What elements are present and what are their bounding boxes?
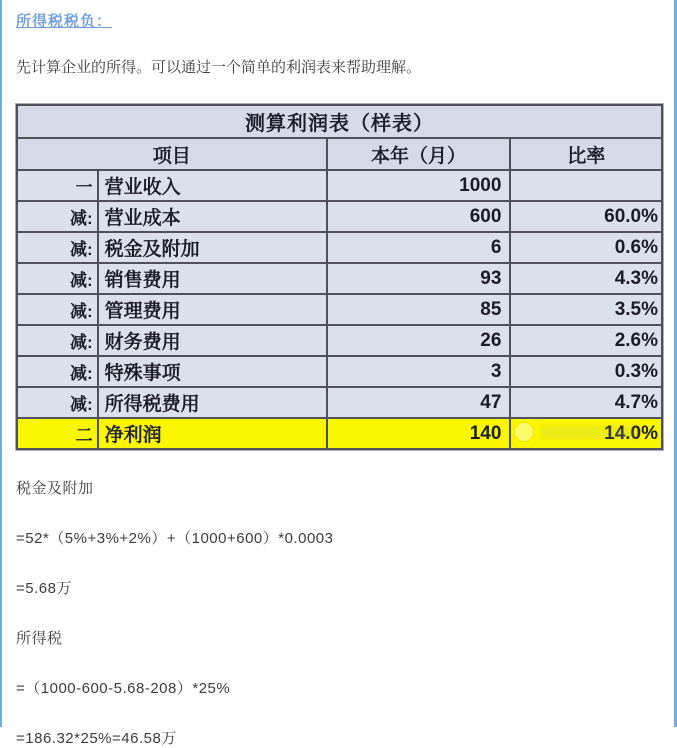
note-line: =（1000-600-5.68-208）*25% [16, 680, 231, 697]
cell-amount: 600 [327, 201, 511, 232]
cell-prefix: 减: [17, 232, 98, 263]
note-line: 所得税 [16, 630, 63, 647]
cell-amount: 1000 [327, 170, 511, 201]
intro-paragraph: 先计算企业的所得。可以通过一个简单的利润表来帮助理解。 [16, 59, 422, 76]
cell-ratio: 4.3% [510, 263, 662, 294]
table-row [17, 170, 662, 201]
cell-prefix: 减: [17, 387, 98, 418]
cell-amount: 3 [327, 356, 511, 387]
cell-ratio: 14.0% [510, 418, 662, 449]
notes-section [16, 480, 658, 748]
cell-prefix: 减: [17, 325, 98, 356]
cell-ratio: 60.0% [510, 201, 662, 232]
table-header-row [17, 138, 662, 170]
table-row [17, 294, 662, 325]
cell-ratio [510, 170, 662, 201]
table-row [17, 356, 662, 387]
cell-prefix: 减: [17, 201, 98, 232]
table-row [17, 263, 662, 294]
cell-item: 税金及附加 [98, 232, 327, 263]
cell-item: 管理费用 [98, 294, 327, 325]
cell-ratio: 0.3% [510, 356, 662, 387]
col-header-amount: 本年（月） [327, 138, 511, 170]
cell-amount: 85 [327, 294, 511, 325]
table-row [17, 232, 662, 263]
table-row [17, 201, 662, 232]
cell-amount: 6 [327, 232, 511, 263]
cell-item: 销售费用 [98, 263, 327, 294]
cell-ratio: 3.5% [510, 294, 662, 325]
cell-amount: 26 [327, 325, 511, 356]
cell-prefix: 二 [17, 418, 98, 449]
cell-item: 财务费用 [98, 325, 327, 356]
cell-amount: 47 [327, 387, 511, 418]
cell-item: 所得税费用 [98, 387, 327, 418]
col-header-item: 项目 [17, 138, 327, 170]
table-title: 测算利润表（样表） [17, 105, 662, 138]
table-row [17, 387, 662, 418]
cell-ratio: 0.6% [510, 232, 662, 263]
note-line: =186.32*25%=46.58万 [16, 730, 177, 747]
income-tax-burden-link[interactable]: 所得税税负： [16, 13, 113, 30]
table-row [17, 418, 662, 449]
cell-amount: 140 [327, 418, 511, 449]
note-line: =52*（5%+3%+2%）+（1000+600）*0.0003 [16, 530, 334, 547]
note-line: 税金及附加 [16, 480, 94, 497]
cell-prefix: 减: [17, 294, 98, 325]
profit-table [16, 104, 663, 450]
table-row [17, 325, 662, 356]
cell-item: 特殊事项 [98, 356, 327, 387]
cell-prefix: 减: [17, 356, 98, 387]
cell-prefix: 一 [17, 170, 98, 201]
cell-ratio: 4.7% [510, 387, 662, 418]
note-line: =5.68万 [16, 580, 72, 597]
profit-table-image [16, 104, 663, 450]
cell-item: 营业成本 [98, 201, 327, 232]
cell-item: 净利润 [98, 418, 327, 449]
cell-amount: 93 [327, 263, 511, 294]
cell-item: 营业收入 [98, 170, 327, 201]
table-title-row [17, 105, 662, 138]
col-header-ratio: 比率 [510, 138, 662, 170]
cell-ratio: 2.6% [510, 325, 662, 356]
cell-prefix: 减: [17, 263, 98, 294]
